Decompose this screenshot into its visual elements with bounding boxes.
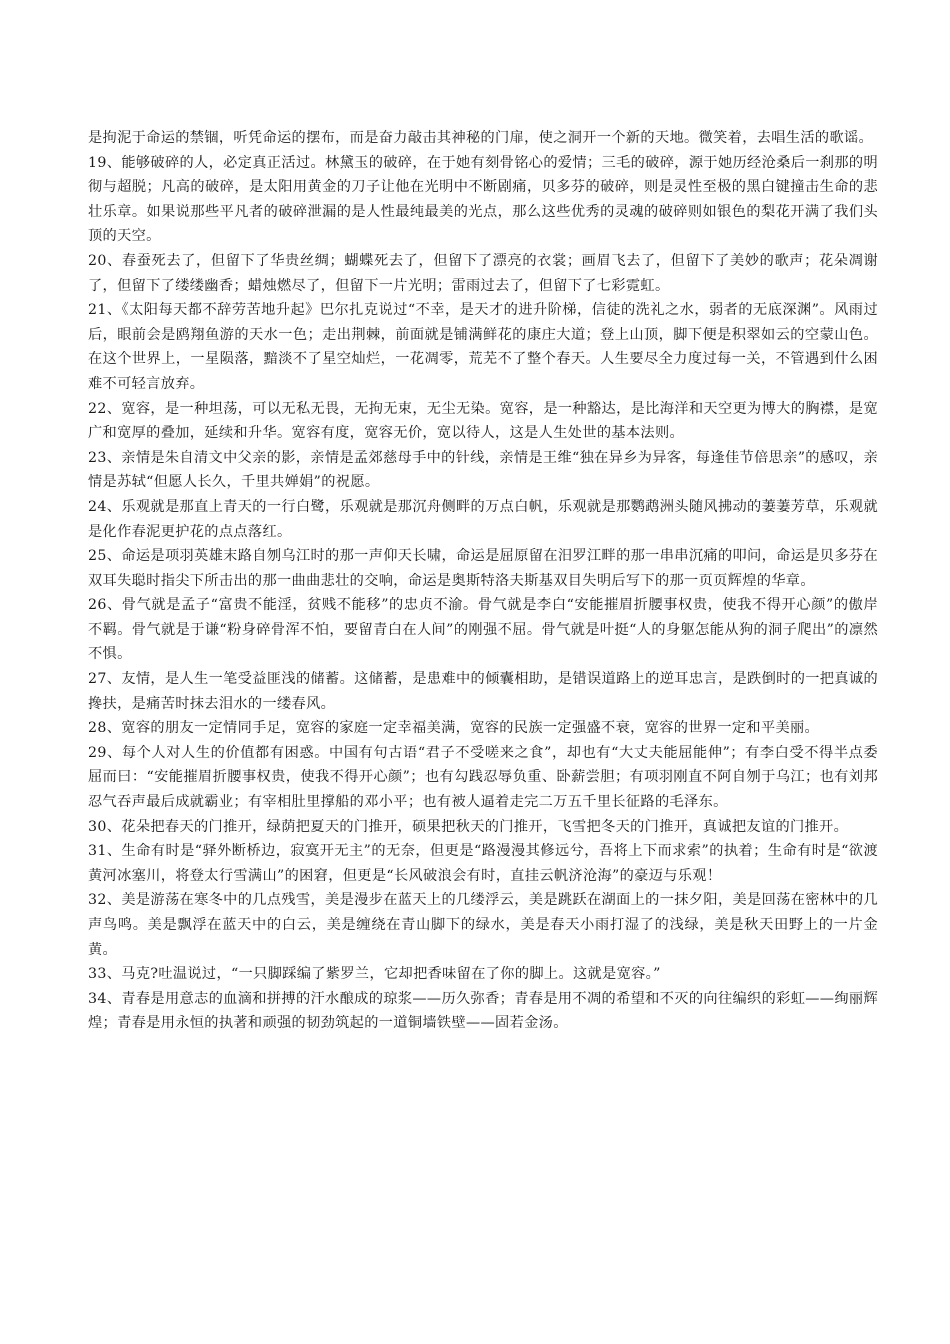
paragraph-21: 21、《太阳每天都不辞劳苦地升起》巴尔扎克说过“不幸，是天才的进升阶梯，信徒的洗礼之水，弱者的无底深渊”。风雨过后，眼前会是鸥翔鱼游的天水一色；走出荆棘，前面就是铺满鲜花的康庄大道；登上山顶，脚下便是积翠如云的空蒙山色。在这个世界上，一星陨落，黯淡不了星空灿烂，一花凋零，荒芜不了整个春天。人生要尽全力度过每一关，不管遇到什么困难不可轻言放弃。 <box>88 302 878 392</box>
paragraph-22: 22、宽容，是一种坦荡，可以无私无畏，无拘无束，无尘无染。宽容，是一种豁达，是比海洋和天空更为博大的胸襟，是宽广和宽厚的叠加，延续和升华。宽容有度，宽容无价，宽以待人，这是人生处世的基本法则。 <box>88 400 878 442</box>
paragraph-31: 31、生命有时是“驿外断桥边，寂寞开无主”的无奈，但更是“路漫漫其修远兮，吾将上下而求索”的执着；生命有时是“欲渡黄河冰塞川，将登太行雪满山”的困窘，但更是“长风破浪会有时，直挂云帆济沧海”的豪迈与乐观！ <box>88 843 878 884</box>
paragraph-32: 32、美是游荡在寒冬中的几点残雪，美是漫步在蓝天上的几缕浮云，美是跳跃在湖面上的一抹夕阳，美是回荡在密林中的几声鸟鸣。美是飘浮在蓝天中的白云，美是缠绕在青山脚下的绿水，美是春天小雨打湿了的浅绿，美是秋天田野上的一片金黄。 <box>88 892 878 958</box>
paragraph-26: 26、骨气就是孟子“富贵不能淫，贫贱不能移”的忠贞不渝。骨气就是李白“安能摧眉折腰事权贵，使我不得开心颜”的傲岸不羁。骨气就是于谦“粉身碎骨浑不怕，要留青白在人间”的刚强不屈。骨气就是叶挺“人的身躯怎能从狗的洞子爬出”的凛然不惧。 <box>88 597 878 663</box>
paragraph-25: 25、命运是项羽英雄末路自刎乌江时的那一声仰天长啸，命运是屈原留在汨罗江畔的那一串串沉痛的叩问，命运是贝多芬在双耳失聪时指尖下所击出的那一曲曲悲壮的交响，命运是奥斯特洛夫斯基双目失明后写下的那一页页辉煌的华章。 <box>88 548 878 589</box>
paragraph-33: 33、马克?吐温说过，“一只脚踩编了紫罗兰，它却把香味留在了你的脚上。这就是宽容。” <box>88 966 661 983</box>
paragraph-27: 27、友情，是人生一笔受益匪浅的储蓄。这储蓄，是患难中的倾囊相助，是错误道路上的逆耳忠言，是跌倒时的一把真诚的搀扶，是痛苦时抹去泪水的一缕春风。 <box>88 671 878 712</box>
paragraph-34: 34、青春是用意志的血滴和拼搏的汗水酿成的琼浆——历久弥香；青春是用不凋的希望和不灭的向往编织的彩虹——绚丽辉煌；青春是用永恒的执著和顽强的韧劲筑起的一道铜墙铁壁——固若金汤。 <box>88 990 878 1032</box>
paragraph-29: 29、每个人对人生的价值都有困惑。中国有句古语“君子不受嗟来之食”，却也有“大丈夫能屈能伸”；有李白受不得半点委屈而曰：“安能摧眉折腰事权贵，使我不得开心颜”；也有勾践忍辱负重、卧薪尝胆；有项羽刚直不阿自刎于乌江；也有刘邦忍气吞声最后成就霸业；有宰相肚里撑船的邓小平；也有被人逼着走完二万五千里长征路的毛泽东。 <box>88 744 878 811</box>
paragraph-28: 28、宽容的朋友一定情同手足，宽容的家庭一定幸福美满，宽容的民族一定强盛不衰，宽容的世界一定和平美丽。 <box>88 720 820 737</box>
paragraph-23: 23、亲情是朱自清文中父亲的影，亲情是孟郊慈母手中的针线，亲情是王维“独在异乡为异客，每逢佳节倍思亲”的感叹，亲情是苏轼“但愿人长久，千里共婵娟”的祝愿。 <box>88 449 878 491</box>
paragraph-continuation: 是拘泥于命运的禁锢，听凭命运的摆布，而是奋力敲击其神秘的门扉，使之洞开一个新的天地。微笑着，去唱生活的歌谣。 <box>88 130 874 146</box>
paragraph-30: 30、花朵把春天的门推开，绿荫把夏天的门推开，硕果把秋天的门推开，飞雪把冬天的门推开，真诚把友谊的门推开。 <box>88 818 849 835</box>
paragraph-24: 24、乐观就是那直上青天的一行白鹭，乐观就是那沉舟侧畔的万点白帆，乐观就是那鹦鹉洲头随风拂动的萋萋芳草，乐观就是化作春泥更护花的点点落红。 <box>88 498 878 540</box>
paragraph-20: 20、春蚕死去了，但留下了华贵丝绸；蝴蝶死去了，但留下了漂亮的衣裳；画眉飞去了，但留下了美妙的歌声；花朵凋谢了，但留下了缕缕幽香；蜡烛燃尽了，但留下一片光明；雷雨过去了，但留下了七彩霓虹。 <box>88 252 878 294</box>
document-body <box>88 126 878 1036</box>
paragraph-19: 19、能够破碎的人，必定真正活过。林黛玉的破碎，在于她有刻骨铭心的爱情；三毛的破碎，源于她历经沧桑后一刹那的明彻与超脱；凡高的破碎，是太阳用黄金的刀子让他在光明中不断剧痛，贝多芬的破碎，则是灵性至极的黑白键撞击生命的悲壮乐章。如果说那些平凡者的破碎泄漏的是人性最纯最美的光点，那么这些优秀的灵魂的破碎则如银色的梨花开满了我们头顶的天空。 <box>88 154 878 245</box>
